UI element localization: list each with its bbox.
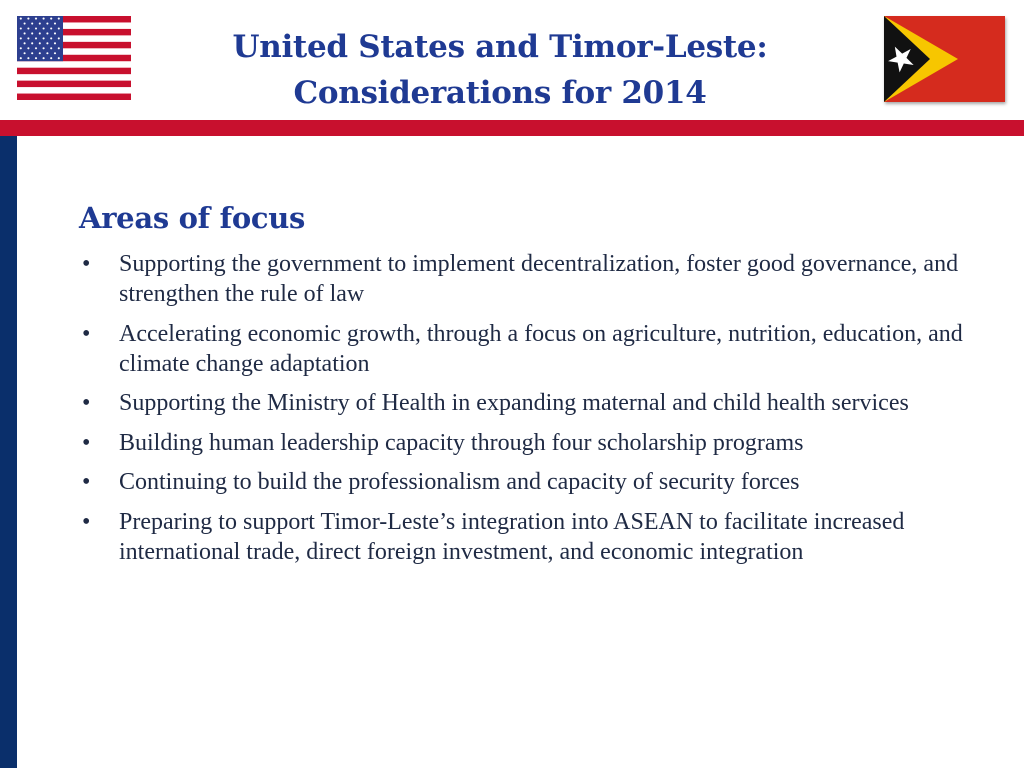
section-heading: Areas of focus <box>79 201 306 235</box>
list-item-text: Accelerating economic growth, through a focus on agriculture, nutrition, education, and climate change adaptation <box>119 320 963 377</box>
list-item-text: Building human leadership capacity through four scholarship programs <box>119 429 804 456</box>
focus-list <box>79 249 979 576</box>
us-flag-icon <box>17 16 131 100</box>
bullet-glyph: • <box>82 251 91 277</box>
bullet-glyph: • <box>82 429 91 456</box>
list-item-text: Supporting the Ministry of Health in expanding maternal and child health services <box>119 390 909 416</box>
page-title <box>150 24 850 116</box>
list-item-text: Supporting the government to implement decentralization, foster good governance, and strengthen the rule of law <box>119 251 959 307</box>
list-item <box>79 467 979 497</box>
list-item <box>79 388 979 418</box>
header-divider-red <box>0 120 1024 136</box>
title-line-2: Considerations for 2014 <box>293 75 707 111</box>
list-item-text: Continuing to build the professionalism and capacity of security forces <box>119 469 800 495</box>
list-item <box>79 428 979 458</box>
list-item-text: Preparing to support Timor-Leste’s integration into ASEAN to facilitate increased international trade, direct foreign investment, and economic integration <box>119 508 905 565</box>
bullet-glyph: • <box>82 508 91 535</box>
side-accent-bar <box>0 136 17 768</box>
bullet-glyph: • <box>82 390 91 416</box>
timor-leste-flag-icon <box>884 16 1005 102</box>
list-item <box>79 507 979 567</box>
bullet-glyph: • <box>82 320 91 347</box>
title-line-1: United States and Timor-Leste: <box>232 29 768 65</box>
list-item <box>79 249 979 309</box>
bullet-glyph: • <box>82 469 91 495</box>
list-item <box>79 319 979 379</box>
